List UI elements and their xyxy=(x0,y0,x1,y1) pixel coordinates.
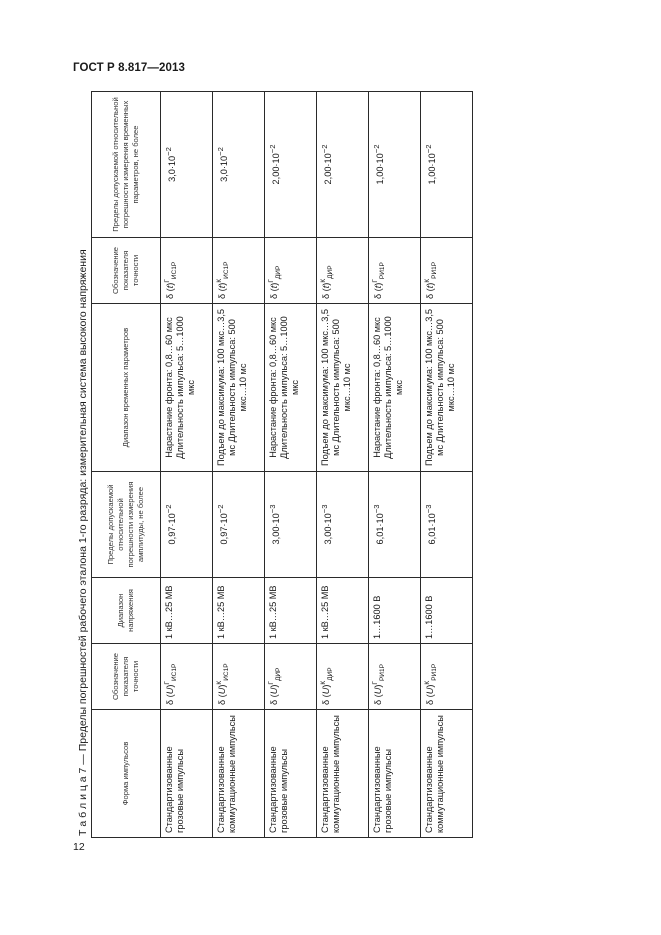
time-error-cell: $2,00\cdot 10^{-2}$ xyxy=(265,92,317,238)
time-error-cell: $3,0\cdot 10^{-2}$ xyxy=(213,92,265,238)
time-error-cell: $1,00\cdot 10^{-2}$ xyxy=(421,92,473,238)
amplitude-error-cell: $0,97\cdot 10^{-2}$ xyxy=(161,472,213,578)
voltage-range-cell: 1 кВ…25 МВ xyxy=(317,578,369,644)
document-code: ГОСТ Р 8.817—2013 xyxy=(73,62,185,74)
amplitude-accuracy-symbol-cell: δ $(U)^Г_{РИ1Р}$ xyxy=(369,644,421,710)
table-row xyxy=(369,92,421,838)
table-row xyxy=(265,92,317,838)
voltage-range-cell: 1 кВ…25 МВ xyxy=(161,578,213,644)
pulse-form-cell: Стандартизованные коммутационные импульсы xyxy=(421,710,473,838)
column-header-pulse-form: Форма импульсов xyxy=(92,710,161,838)
time-range-cell: Подъем до максимума: 100 мкс…3,5 мс Длительность импульса: 500 мкс…10 мс xyxy=(213,304,265,472)
column-header-time-range: Диапазон временных параметров xyxy=(92,304,161,472)
voltage-range-cell: 1 кВ…25 МВ xyxy=(213,578,265,644)
pulse-form-cell: Стандартизованные коммутационные импульсы xyxy=(213,710,265,838)
rotated-table-block xyxy=(75,88,473,838)
amplitude-accuracy-symbol-cell: δ $(U)^К_{ИС1Р}$ xyxy=(213,644,265,710)
time-range-cell: Подъем до максимума: 100 мкс…3,5 мс Длительность импульса: 500 мкс…10 мс xyxy=(317,304,369,472)
amplitude-error-cell: $6,01\cdot 10^{-3}$ xyxy=(369,472,421,578)
page-number: 12 xyxy=(73,841,85,853)
column-header-amplitude-error: Пределы допускаемой относительной погрешности измерения амплитуды, не более xyxy=(92,472,161,578)
time-accuracy-symbol-cell: δ $(t)^Г_{РИ1Р}$ xyxy=(369,238,421,304)
column-header-accuracy-symbol: Обозначение показателя точности xyxy=(92,644,161,710)
time-error-cell: $1,00\cdot 10^{-2}$ xyxy=(369,92,421,238)
time-range-cell: Нарастание фронта: 0,8…60 мкс Длительность импульса: 5…1000 мкс xyxy=(161,304,213,472)
pulse-form-cell: Стандартизованные грозовые импульсы xyxy=(161,710,213,838)
pulse-form-cell: Стандартизованные коммутационные импульсы xyxy=(317,710,369,838)
amplitude-accuracy-symbol-cell: δ $(U)^Г_{ИС1Р}$ xyxy=(161,644,213,710)
column-header-voltage-range: Диапазон напряжения xyxy=(92,578,161,644)
table-header-row xyxy=(92,92,161,838)
table-row xyxy=(161,92,213,838)
time-range-cell: Нарастание фронта: 0,8…60 мкс Длительность импульса: 5…1000 мкс xyxy=(265,304,317,472)
time-error-cell: $2,00\cdot 10^{-2}$ xyxy=(317,92,369,238)
time-range-cell: Нарастание фронта: 0,8…60 мкс Длительность импульса: 5…1000 мкс xyxy=(369,304,421,472)
amplitude-accuracy-symbol-cell: δ $(U)^К_{РИ1Р}$ xyxy=(421,644,473,710)
amplitude-error-cell: $3,00\cdot 10^{-3}$ xyxy=(317,472,369,578)
amplitude-error-cell: $0,97\cdot 10^{-2}$ xyxy=(213,472,265,578)
amplitude-accuracy-symbol-cell: δ $(U)^К_{ДИР}$ xyxy=(317,644,369,710)
table-caption: Т а б л и ц а 7 — Пределы погрешностей рабочего эталона 1-го разряда: измерительная система высокого напряжения xyxy=(77,249,89,836)
table-row xyxy=(421,92,473,838)
voltage-range-cell: 1…1600 В xyxy=(421,578,473,644)
table-row xyxy=(213,92,265,838)
pulse-form-cell: Стандартизованные грозовые импульсы xyxy=(369,710,421,838)
amplitude-error-cell: $3,00\cdot 10^{-3}$ xyxy=(265,472,317,578)
time-accuracy-symbol-cell: δ $(t)^К_{ИС1Р}$ xyxy=(213,238,265,304)
time-error-cell: $3,0\cdot 10^{-2}$ xyxy=(161,92,213,238)
table-row xyxy=(317,92,369,838)
amplitude-accuracy-symbol-cell: δ $(U)^Г_{ДИР}$ xyxy=(265,644,317,710)
column-header-time-accuracy-symbol: Обозначение показателя точности xyxy=(92,238,161,304)
pulse-form-cell: Стандартизованные грозовые импульсы xyxy=(265,710,317,838)
accuracy-limits-table xyxy=(91,91,473,838)
time-accuracy-symbol-cell: δ $(t)^Г_{ИС1Р}$ xyxy=(161,238,213,304)
voltage-range-cell: 1 кВ…25 МВ xyxy=(265,578,317,644)
time-range-cell: Подъем до максимума: 100 мкс…3,5 мс Длительность импульса: 500 мкс…10 мс xyxy=(421,304,473,472)
column-header-time-error: Пределы допускаемой относительной погрешности измерения временных параметров, не более xyxy=(92,92,161,238)
time-accuracy-symbol-cell: δ $(t)^К_{РИ1Р}$ xyxy=(421,238,473,304)
amplitude-error-cell: $6,01\cdot 10^{-3}$ xyxy=(421,472,473,578)
time-accuracy-symbol-cell: δ $(t)^К_{ДИР}$ xyxy=(317,238,369,304)
time-accuracy-symbol-cell: δ $(t)^Г_{ДИР}$ xyxy=(265,238,317,304)
voltage-range-cell: 1…1600 В xyxy=(369,578,421,644)
